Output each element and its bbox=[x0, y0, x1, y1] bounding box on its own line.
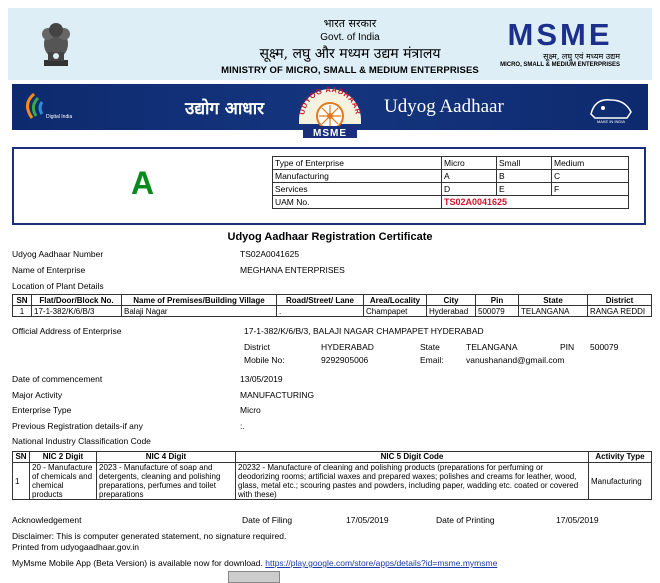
commencement-value: 13/05/2019 bbox=[240, 374, 283, 384]
previous-registration-value: :. bbox=[240, 421, 245, 431]
table-cell: F bbox=[552, 183, 629, 196]
table-row bbox=[273, 183, 629, 196]
certificate-title: Udyog Aadhaar Registration Certificate bbox=[227, 231, 433, 243]
msme-logo-text: MSME bbox=[507, 17, 613, 52]
plant-details-label: Location of Plant Details bbox=[12, 281, 104, 291]
column-header: Name of Premises/Building Village bbox=[122, 295, 277, 306]
table-cell: TELANGANA bbox=[519, 306, 588, 317]
column-header: Road/Street/ Lane bbox=[277, 295, 364, 306]
table-cell: . bbox=[277, 306, 364, 317]
toolbar-button[interactable] bbox=[228, 571, 280, 583]
printing-date-value: 17/05/2019 bbox=[556, 515, 599, 525]
table-cell: Balaji Nagar bbox=[122, 306, 277, 317]
column-header: SN bbox=[13, 452, 30, 463]
msme-logo bbox=[500, 17, 620, 68]
udyog-aadhaar-seal-icon bbox=[295, 86, 365, 138]
udyog-aadhaar-hindi: उद्योग आधार bbox=[185, 99, 265, 119]
table-cell: C bbox=[552, 170, 629, 183]
table-cell: D bbox=[442, 183, 497, 196]
official-address-line: 17-1-382/K/6/B/3, BALAJI NAGAR CHAMPAPET HYDERABAD bbox=[244, 326, 484, 336]
table-row bbox=[273, 170, 629, 183]
filing-date-label: Date of Filing bbox=[242, 515, 293, 525]
national-emblem-icon bbox=[34, 16, 78, 72]
printed-from-text: Printed from udyogaadhaar.gov.in bbox=[12, 542, 139, 552]
table-cell: 20232 - Manufacture of cleaning and polishing products (preparations for perfuming or deodorizing rooms; artificial waxes and prepared waxes; polishes and creams for leather, wood, glass, metal etc.; scouring pastes and powders, including paper, wadding etc. coated or covered with these) bbox=[236, 463, 589, 500]
table-cell: B bbox=[497, 170, 552, 183]
table-cell: Manufacturing bbox=[273, 170, 442, 183]
enterprise-type-table bbox=[272, 156, 629, 209]
printing-date-label: Date of Printing bbox=[436, 515, 495, 525]
government-header bbox=[205, 16, 495, 76]
state-value: TELANGANA bbox=[466, 342, 518, 352]
make-in-india-lion-icon bbox=[585, 92, 637, 124]
app-download-link[interactable]: https://play.google.com/store/apps/details?id=msme.mymsme bbox=[265, 558, 498, 568]
ministry-hindi: सूक्ष्म, लघु और मध्यम उद्यम मंत्रालय bbox=[259, 46, 441, 62]
udyog-aadhaar-english: Udyog Aadhaar bbox=[384, 96, 504, 117]
district-value: HYDERABAD bbox=[321, 342, 374, 352]
table-header-row bbox=[13, 295, 652, 306]
table-cell: Type of Enterprise bbox=[273, 157, 442, 170]
state-label: State bbox=[420, 342, 440, 352]
table-cell: E bbox=[497, 183, 552, 196]
table-cell: Services bbox=[273, 183, 442, 196]
table-cell: Micro bbox=[442, 157, 497, 170]
seal-top-text: UDYOG AADHAAR bbox=[297, 86, 363, 116]
mobile-label: Mobile No: bbox=[244, 355, 285, 365]
plant-details-table bbox=[12, 294, 652, 317]
nic-label: National Industry Classification Code bbox=[12, 436, 151, 446]
table-cell: Hyderabad bbox=[427, 306, 476, 317]
table-cell: 2023 - Manufacture of soap and detergents, cleaning and polishing preparations, perfumes and toilet preparations bbox=[97, 463, 236, 500]
uam-value: TS02A0041625 bbox=[442, 196, 629, 209]
pin-value: 500079 bbox=[590, 342, 619, 352]
table-cell: 20 - Manufacture of chemicals and chemical products bbox=[30, 463, 97, 500]
table-cell: Champapet bbox=[364, 306, 427, 317]
enterprise-name-label: Name of Enterprise bbox=[12, 265, 86, 275]
column-header: Pin bbox=[476, 295, 519, 306]
district-label: District bbox=[244, 342, 270, 352]
disclaimer-text: Disclaimer: This is computer generated statement, no signature required. bbox=[12, 531, 287, 541]
table-row bbox=[13, 463, 652, 500]
enterprise-type-value: Micro bbox=[240, 405, 261, 415]
table-cell: RANGA REDDI bbox=[588, 306, 652, 317]
commencement-label: Date of commencement bbox=[12, 374, 103, 384]
pin-label: PIN bbox=[560, 342, 575, 352]
table-row bbox=[273, 196, 629, 209]
uan-label: Udyog Aadhaar Number bbox=[12, 249, 104, 259]
column-header: NIC 4 Digit bbox=[97, 452, 236, 463]
major-activity-value: MANUFACTURING bbox=[240, 390, 315, 400]
column-header: City bbox=[427, 295, 476, 306]
app-availability-text bbox=[12, 558, 497, 568]
column-header: Area/Locality bbox=[364, 295, 427, 306]
uan-value: TS02A0041625 bbox=[240, 249, 300, 259]
column-header: NIC 2 Digit bbox=[30, 452, 97, 463]
app-text: MyMsme Mobile App (Beta Version) is available now for download. bbox=[12, 558, 263, 568]
column-header: State bbox=[519, 295, 588, 306]
table-cell: 1 bbox=[13, 306, 32, 317]
table-cell: Manufacturing bbox=[589, 463, 652, 500]
table-cell: 17-1-382/K/6/B/3 bbox=[32, 306, 122, 317]
previous-registration-label: Previous Registration details-if any bbox=[12, 421, 143, 431]
ministry-english: MINISTRY OF MICRO, SMALL & MEDIUM ENTERPRISES bbox=[221, 65, 479, 76]
enterprise-name-value: MEGHANA ENTERPRISES bbox=[240, 265, 345, 275]
column-header: SN bbox=[13, 295, 32, 306]
uam-label: UAM No. bbox=[273, 196, 442, 209]
gov-english: Govt. of India bbox=[320, 32, 380, 43]
table-cell: 1 bbox=[13, 463, 30, 500]
table-cell: 500079 bbox=[476, 306, 519, 317]
digital-india-label: Digital India bbox=[46, 114, 73, 120]
official-address-label: Official Address of Enterprise bbox=[12, 326, 122, 336]
table-cell: Small bbox=[497, 157, 552, 170]
seal-bottom-text: MSME bbox=[313, 128, 347, 138]
column-header: Activity Type bbox=[589, 452, 652, 463]
acknowledgement-label: Acknowledgement bbox=[12, 515, 82, 525]
column-header: NIC 5 Digit Code bbox=[236, 452, 589, 463]
msme-english: MICRO, SMALL & MEDIUM ENTERPRISES bbox=[500, 62, 620, 68]
mobile-value: 9292905006 bbox=[321, 355, 369, 365]
column-header: Flat/Door/Block No. bbox=[32, 295, 122, 306]
filing-date-value: 17/05/2019 bbox=[346, 515, 389, 525]
table-row bbox=[273, 157, 629, 170]
enterprise-type-label: Enterprise Type bbox=[12, 405, 72, 415]
table-cell: Medium bbox=[552, 157, 629, 170]
table-row bbox=[13, 306, 652, 317]
table-header-row bbox=[13, 452, 652, 463]
major-activity-label: Major Activity bbox=[12, 390, 63, 400]
msme-hindi: सूक्ष्म, लघु एवं मध्यम उद्यम bbox=[543, 52, 620, 61]
gov-hindi: भारत सरकार bbox=[323, 17, 377, 30]
make-in-india-label: MAKE IN INDIA bbox=[596, 119, 626, 124]
category-letter: A bbox=[131, 165, 155, 201]
email-value: vanushanand@gmail.com bbox=[466, 355, 565, 365]
column-header: District bbox=[588, 295, 652, 306]
table-cell: A bbox=[442, 170, 497, 183]
email-label: Email: bbox=[420, 355, 444, 365]
nic-table bbox=[12, 451, 652, 500]
